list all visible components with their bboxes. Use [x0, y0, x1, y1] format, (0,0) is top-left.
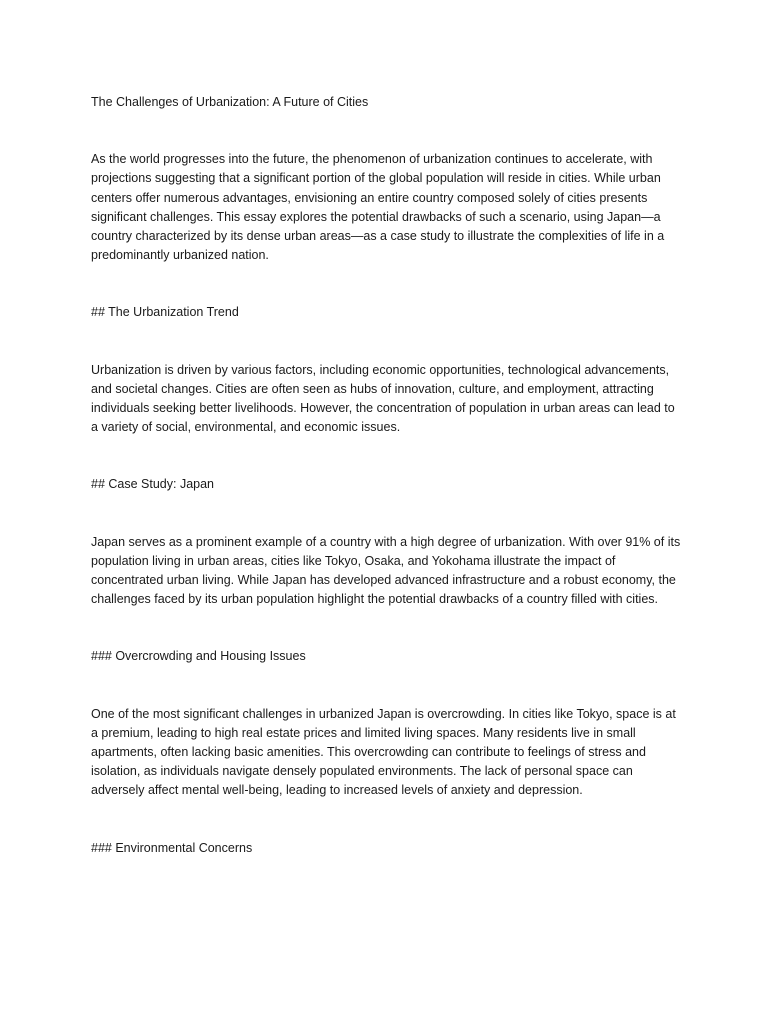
- heading-overcrowding-housing: ### Overcrowding and Housing Issues: [91, 649, 306, 664]
- paragraph-intro: As the world progresses into the future, the phenomenon of urbanization continues to accelerate, with projections suggesting that a significant portion of the global population will reside in cities. While urban centers offer numerous advantages, envisioning an entire country composed solely of cities presents significant challenges. This essay explores the potential drawbacks of such a scenario, using Japan—a country characterized by its dense urban areas—as a case study to illustrate the complexities of life in a predominantly urbanized nation.: [91, 152, 665, 263]
- paragraph-urbanization-trend: Urbanization is driven by various factors, including economic opportunities, technological advancements, and societal changes. Cities are often seen as hubs of innovation, culture, and employment, attracting individuals seeking better livelihoods. However, the concentration of population in urban areas can lead to a variety of social, environmental, and economic issues.: [91, 362, 675, 435]
- document-title: The Challenges of Urbanization: A Future of Cities: [91, 95, 369, 109]
- paragraph-overcrowding-housing: One of the most significant challenges in urbanized Japan is overcrowding. In cities like Tokyo, space is at a premium, leading to high real estate prices and limited living spaces. Many residents live in small apartments, often lacking basic amenities. This overcrowding can contribute to feelings of stress and isolation, as individuals navigate densely populated environments. The lack of personal space can adversely affect mental well-being, leading to increased levels of anxiety and depression.: [91, 706, 676, 798]
- document-body: [91, 93, 683, 896]
- heading-case-study-japan: ## Case Study: Japan: [91, 477, 214, 492]
- heading-urbanization-trend: ## The Urbanization Trend: [91, 305, 239, 320]
- heading-environmental-concerns: ### Environmental Concerns: [91, 840, 253, 855]
- paragraph-case-study-japan: Japan serves as a prominent example of a country with a high degree of urbanization. With over 91% of its population living in urban areas, cities like Tokyo, Osaka, and Yokohama illustrate the impact of concentrated urban living. While Japan has developed advanced infrastructure and a robust economy, the challenges faced by its urban population highlight the potential drawbacks of a country filled with cities.: [91, 534, 681, 607]
